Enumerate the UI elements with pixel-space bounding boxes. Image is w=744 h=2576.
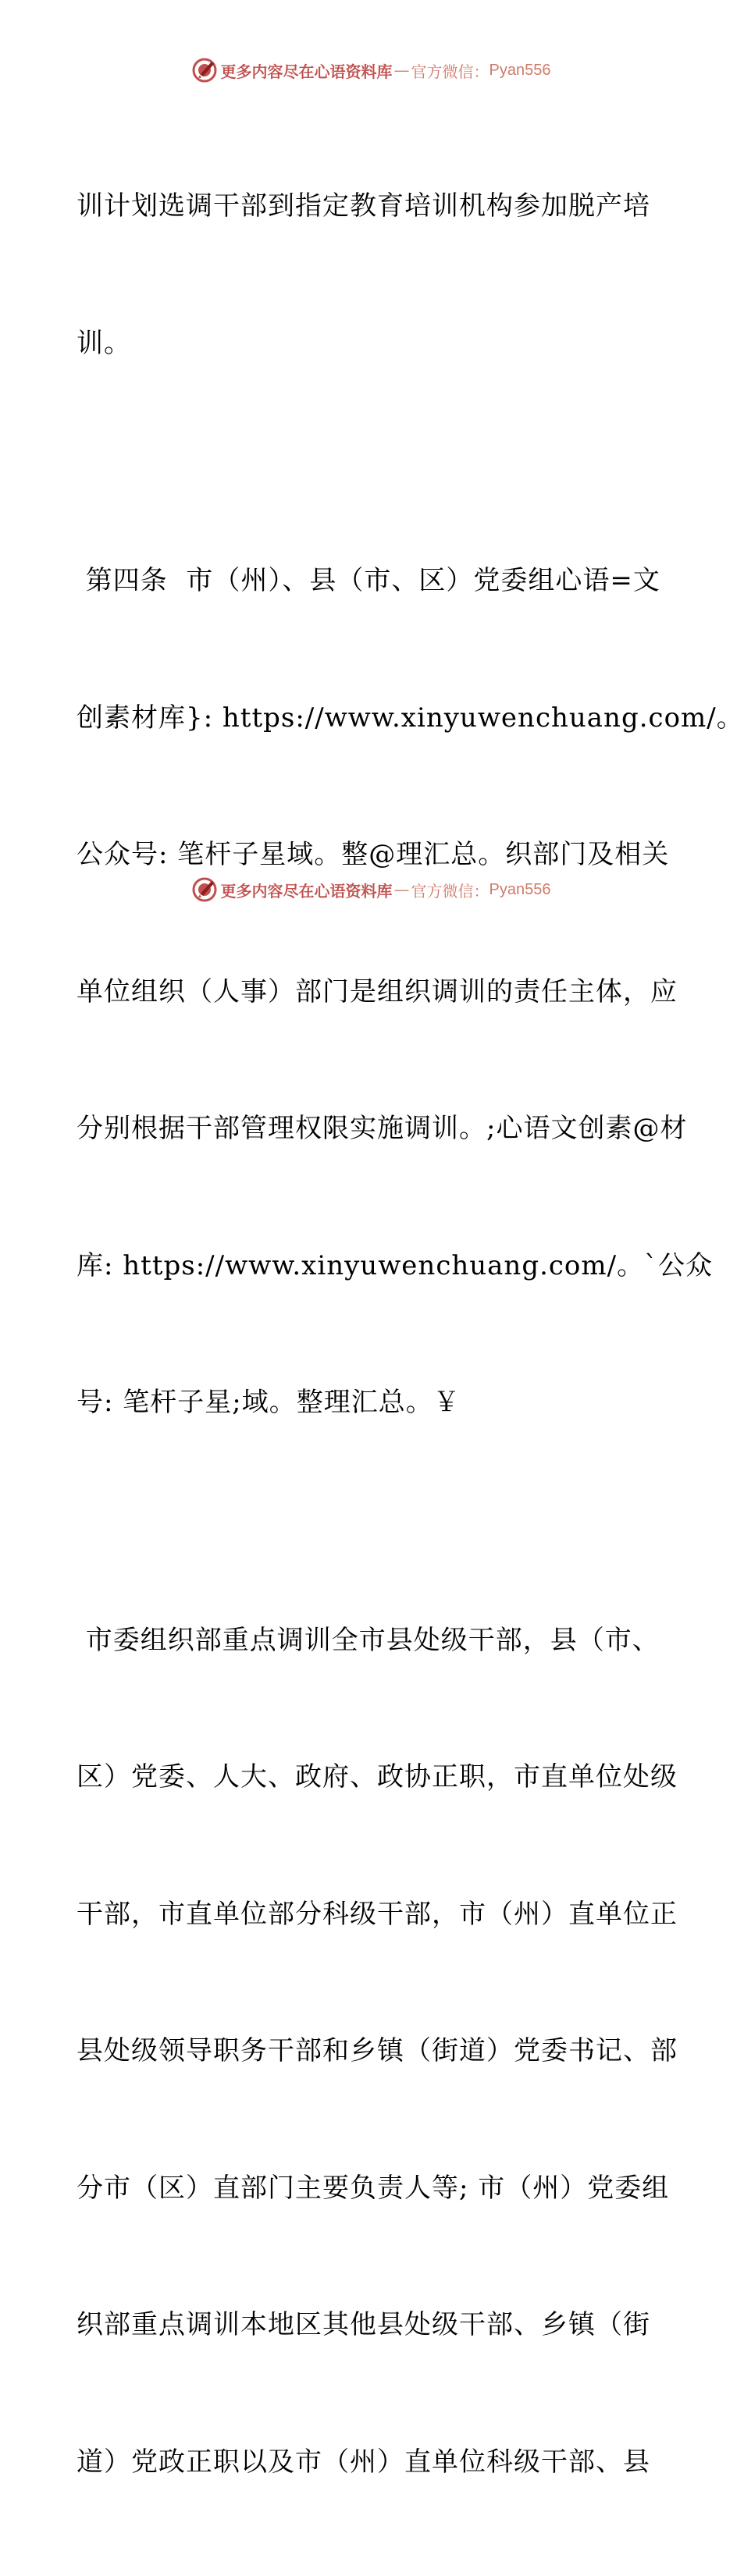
- header-banner: [0, 55, 742, 86]
- text-line: 公众号: 笔杆子星域。整@理汇总。织部门及相关: [77, 832, 670, 878]
- pen-logo-icon: [191, 57, 218, 83]
- text-line: 单位组织（人事）部门是组织调训的责任主体，应: [77, 969, 670, 1015]
- text-line: 分市（区）直部门主要负责人等; 市（州）党委组: [77, 2166, 670, 2212]
- text-line: 号: 笔杆子星;域。整理汇总。￥: [77, 1380, 670, 1426]
- text-line: 训计划选调干部到指定教育培训机构参加脱产培: [77, 183, 670, 229]
- document-body: [77, 92, 670, 2576]
- text-line: 县处级领导职务干部和乡镇（街道）党委书记、部: [77, 2028, 670, 2074]
- footer-wechat-id: Pyan556: [489, 881, 551, 899]
- text-line: 干部，市直单位部分科级干部，市（州）直单位正: [77, 1892, 670, 1938]
- header-wechat-id: Pyan556: [489, 62, 551, 80]
- text-line: 库: https://www.xinyuwenchuang.com/。`公众: [77, 1243, 670, 1289]
- text-line: 织部重点调训本地区其他县处级干部、乡镇（街: [77, 2302, 670, 2348]
- paragraph-1: [77, 92, 670, 457]
- text-line: 分别根据干部管理权限实施调训。;心语文创素@材: [77, 1106, 670, 1152]
- text-line: 道）党政正职以及市（州）直单位科级干部、县: [77, 2439, 670, 2485]
- paragraph-2: [77, 467, 670, 1517]
- paragraph-3: [77, 1526, 670, 2576]
- text-line: 区）党委、人大、政府、政协正职，市直单位处级: [77, 1754, 670, 1800]
- footer-separator: —: [394, 880, 410, 899]
- text-line: 市委组织部重点调训全市县处级干部，县（市、: [77, 1618, 670, 1664]
- text-line: 训。: [77, 321, 670, 367]
- text-line: 第四条 市（州）、县（市、区）党委组心语=文: [77, 558, 670, 604]
- footer-slogan: 更多内容尽在心语资料库: [221, 879, 393, 901]
- footer-banner: [0, 874, 742, 905]
- header-wechat-label: 官方微信：: [411, 59, 489, 82]
- pen-logo-icon: [191, 876, 218, 903]
- header-separator: —: [394, 61, 410, 80]
- text-line: 创素材库}: https://www.xinyuwenchuang.com/。: [77, 695, 670, 741]
- footer-wechat-label: 官方微信：: [411, 879, 489, 901]
- header-slogan: 更多内容尽在心语资料库: [221, 59, 393, 82]
